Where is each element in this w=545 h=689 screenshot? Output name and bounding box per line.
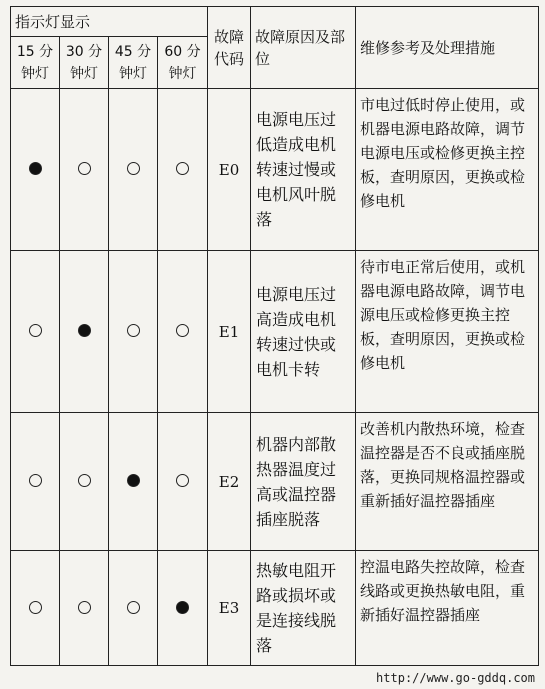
- fault-reason: 电源电压过高造成电机转速过快或电机卡转: [251, 251, 356, 413]
- indicator-lamp-icon: [78, 162, 91, 175]
- lamp-cell: [109, 551, 158, 666]
- code-header: 故障代码: [208, 7, 251, 89]
- table-row: [11, 551, 539, 666]
- lamp-header-45: 45 分钟灯: [109, 37, 158, 89]
- repair-measure: 控温电路失控故障，检查线路或更换热敏电阻，重新插好温控器插座: [356, 551, 539, 666]
- lamp-cell: [11, 251, 60, 413]
- lamp-cell: [109, 251, 158, 413]
- lamp-cell: [109, 89, 158, 251]
- indicator-lamp-icon: [127, 162, 140, 175]
- lamp-cell: [60, 551, 109, 666]
- indicator-lamp-icon: [127, 601, 140, 614]
- indicator-lamp-icon: [176, 601, 189, 614]
- lamp-header-60: 60 分钟灯: [158, 37, 208, 89]
- table-row: [11, 413, 539, 551]
- indicator-lamp-icon: [78, 474, 91, 487]
- lamp-cell: [11, 551, 60, 666]
- indicator-lamp-icon: [29, 474, 42, 487]
- lamp-cell: [158, 251, 208, 413]
- repair-measure: 待市电正常后使用，或机器电源电路故障，调节电源电压或检修更换主控板，查明原因，更换或检修电机: [356, 251, 539, 413]
- indicator-lamp-icon: [29, 601, 42, 614]
- indicator-lamp-icon: [127, 324, 140, 337]
- lamp-cell: [60, 89, 109, 251]
- table-row: [11, 89, 539, 251]
- indicator-lamp-icon: [176, 474, 189, 487]
- lamp-cell: [11, 413, 60, 551]
- indicator-header: 指示灯显示: [11, 7, 208, 37]
- source-url: http://www.go-gddq.com: [376, 671, 535, 685]
- fault-reason: 电源电压过低造成电机转速过慢或电机风叶脱落: [251, 89, 356, 251]
- lamp-header-15: 15 分钟灯: [11, 37, 60, 89]
- lamp-cell: [11, 89, 60, 251]
- lamp-cell: [60, 251, 109, 413]
- fault-reason: 热敏电阻开路或损坏或是连接线脱落: [251, 551, 356, 666]
- lamp-cell: [158, 413, 208, 551]
- indicator-lamp-icon: [78, 324, 91, 337]
- lamp-header-30: 30 分钟灯: [60, 37, 109, 89]
- reason-header: 故障原因及部位: [251, 7, 356, 89]
- indicator-lamp-icon: [127, 474, 140, 487]
- fault-code: E1: [208, 251, 251, 413]
- lamp-cell: [158, 89, 208, 251]
- table-row: [11, 251, 539, 413]
- fix-header: 维修参考及处理措施: [356, 7, 539, 89]
- fault-reason: 机器内部散热器温度过高或温控器插座脱落: [251, 413, 356, 551]
- repair-measure: 改善机内散热环境，检查温控器是否不良或插座脱落，更换同规格温控器或重新插好温控器插座: [356, 413, 539, 551]
- indicator-lamp-icon: [176, 324, 189, 337]
- lamp-cell: [158, 551, 208, 666]
- fault-code: E2: [208, 413, 251, 551]
- fault-code: E0: [208, 89, 251, 251]
- indicator-lamp-icon: [78, 601, 91, 614]
- repair-measure: 市电过低时停止使用，或机器电源电路故障，调节电源电压或检修更换主控板，查明原因，更换或检修电机: [356, 89, 539, 251]
- fault-code-table: [10, 6, 539, 666]
- fault-code: E3: [208, 551, 251, 666]
- indicator-lamp-icon: [176, 162, 189, 175]
- lamp-cell: [109, 413, 158, 551]
- indicator-lamp-icon: [29, 162, 42, 175]
- indicator-lamp-icon: [29, 324, 42, 337]
- lamp-cell: [60, 413, 109, 551]
